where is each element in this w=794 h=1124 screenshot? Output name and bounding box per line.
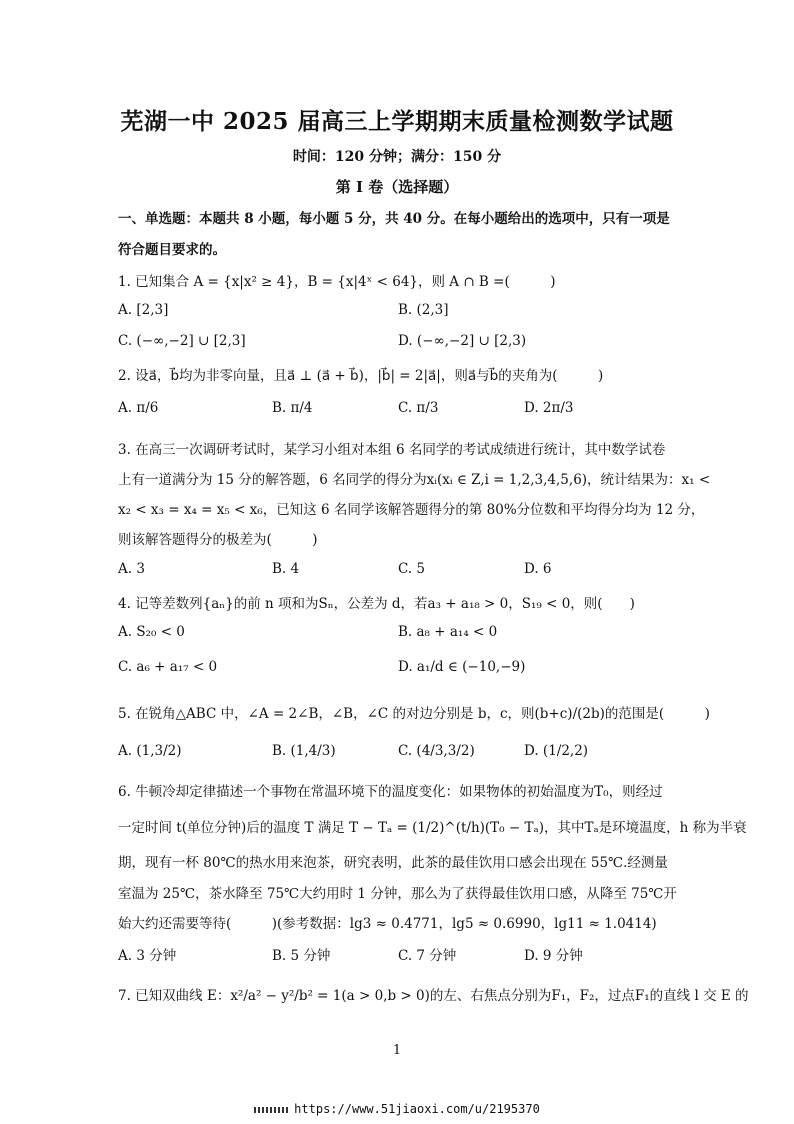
q2-option-c: C. π/3 [398,400,439,416]
question-7: 7. 已知双曲线 E：x²/a² − y²/b² = 1(a > 0,b > 0)的左、右焦点分别为F₁，F₂，过点F₁的直线 l 交 E 的 [118,988,749,1004]
q3-option-a: A. 3 [118,561,145,577]
q2-option-a: A. π/6 [118,400,159,416]
q1-option-c: C. (−∞,−2] ∪ [2,3] [118,333,246,349]
question-6-line-3: 期，现有一杯 80℃的热水用来泡茶，研究表明，此茶的最佳饮用口感会出现在 55℃.经测量 [118,855,668,871]
question-3-line-1: 3. 在高三一次调研考试时，某学习小组对本组 6 名同学的考试成绩进行统计，其中数学试卷 [118,442,666,458]
question-2: 2. 设a⃗，b⃗均为非零向量，且a⃗ ⊥ (a⃗ + b⃗)，|b⃗| = 2|a⃗|，则a⃗与b⃗的夹角为( ) [118,368,604,384]
page-title: 芜湖一中 2025 届高三上学期期末质量检测数学试题 [120,108,674,135]
q1-option-d: D. (−∞,−2] ∪ [2,3) [398,333,527,349]
question-3-line-4: 则该解答题得分的极差为( ) [118,532,318,548]
q5-option-d: D. (1/2,2) [524,743,589,759]
q2-option-d: D. 2π/3 [524,400,574,416]
q6-option-d: D. 9 分钟 [524,948,583,964]
instructions-line-1: 一、单选题：本题共 8 小题，每小题 5 分，共 40 分。在每小题给出的选项中，只有一项是 [118,211,670,227]
q5-option-a: A. (1,3/2) [118,743,182,759]
section-heading: 第 I 卷（选择题） [335,178,459,196]
watermark-dots-icon [254,1107,288,1113]
q5-option-c: C. (4/3,3/2) [398,743,475,759]
q6-option-b: B. 5 分钟 [272,948,331,964]
q3-option-d: D. 6 [524,561,552,577]
q6-option-c: C. 7 分钟 [398,948,457,964]
q3-option-c: C. 5 [398,561,426,577]
q5-option-b: B. (1,4/3) [272,743,336,759]
q2-option-b: B. π/4 [272,400,313,416]
q4-option-b: B. a₈ + a₁₄ < 0 [398,624,498,640]
q6-option-a: A. 3 分钟 [118,948,177,964]
q1-option-a: A. [2,3] [118,302,169,318]
instructions-line-2: 符合题目要求的。 [118,242,226,258]
footer-watermark [0,1102,794,1116]
question-3-line-2: 上有一道满分为 15 分的解答题，6 名同学的得分为xᵢ(xᵢ ∈ Z,i = 1,2,3,4,5,6)，统计结果为：x₁ < [118,472,711,488]
footer-url-link[interactable]: https://www.51jiaoxi.com/u/2195370 [294,1102,540,1116]
question-1: 1. 已知集合 A = {x|x² ≥ 4}，B = {x|4ˣ < 64}，则 A ∩ B =( ) [118,274,556,290]
question-3-line-3: x₂ < x₃ = x₄ = x₅ < x₆，已知这 6 名同学该解答题得分的第 80%分位数和平均得分均为 12 分， [118,502,705,518]
q3-option-b: B. 4 [272,561,300,577]
q1-option-b: B. (2,3] [398,302,449,318]
question-6-line-4: 室温为 25℃，茶水降至 75℃大约用时 1 分钟，那么为了获得最佳饮用口感，从降至 75℃开 [118,886,677,902]
question-6-line-2: 一定时间 t(单位分钟)后的温度 T 满足 T − Tₐ = (1/2)^(t/h)(T₀ − Tₐ)，其中Tₐ是环境温度，h 称为半衰 [118,820,747,836]
question-4: 4. 记等差数列{aₙ}的前 n 项和为Sₙ，公差为 d，若a₃ + a₁₈ > 0，S₁₉ < 0，则( ) [118,596,635,612]
question-5: 5. 在锐角△ABC 中，∠A = 2∠B，∠B，∠C 的对边分别是 b，c，则(b+c)/(2b)的范围是( ) [118,706,710,722]
q4-option-d: D. a₁/d ∈ (−10,−9) [398,659,526,675]
question-6-line-5: 始大约还需要等待( )(参考数据：lg3 ≈ 0.4771，lg5 ≈ 0.6990，lg11 ≈ 1.0414) [118,916,657,932]
question-6-line-1: 6. 牛顿冷却定律描述一个事物在常温环境下的温度变化：如果物体的初始温度为T₀，则经过 [118,784,663,800]
exam-time-score: 时间：120 分钟；满分：150 分 [292,149,502,165]
q4-option-c: C. a₆ + a₁₇ < 0 [118,659,218,675]
q4-option-a: A. S₂₀ < 0 [118,624,185,640]
page-number: 1 [392,1043,402,1058]
